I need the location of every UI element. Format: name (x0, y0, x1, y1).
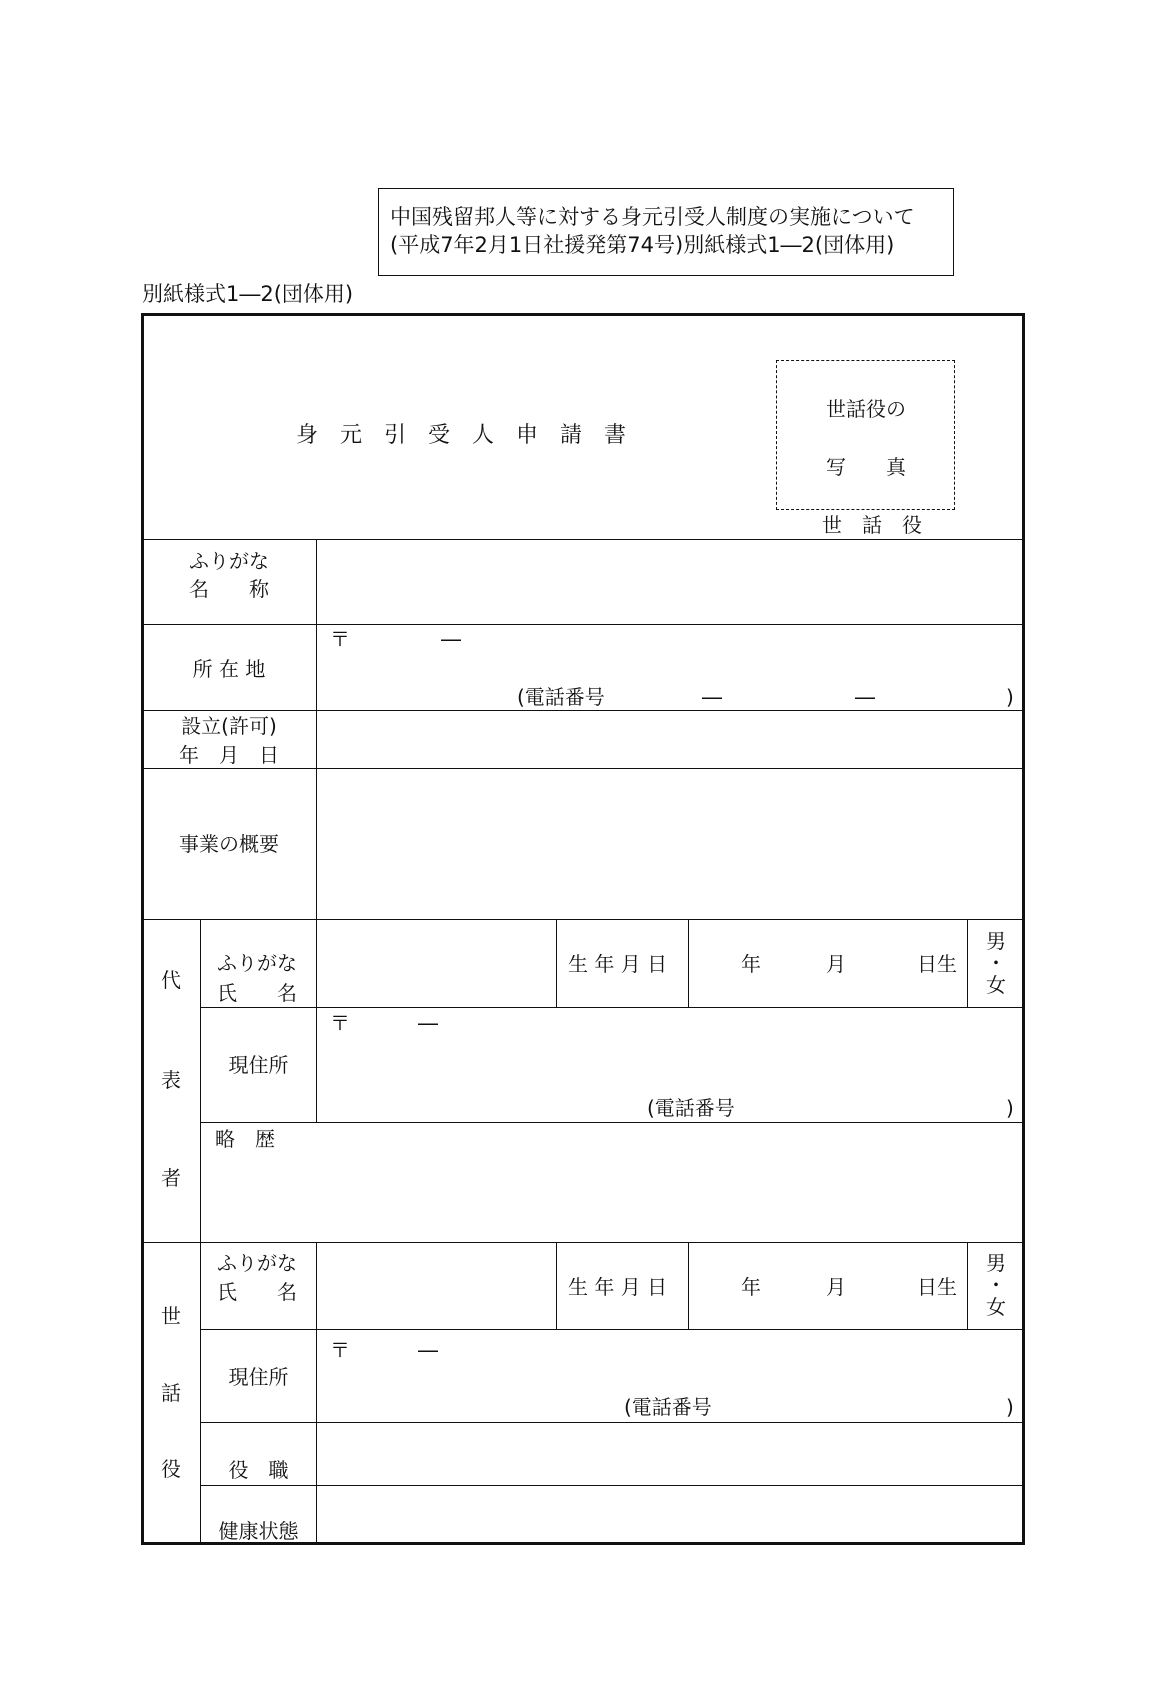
org-phone-dash-2: ― (855, 685, 875, 709)
care-postal-mark: 〒 (330, 1338, 350, 1362)
org-phone-open: (電話番号 (517, 685, 605, 709)
photo-box[interactable] (776, 360, 955, 510)
care-address-label: 現住所 (228, 1365, 289, 1389)
org-address-label: 所 在 地 (192, 657, 266, 681)
org-furigana-label: ふりがな (189, 549, 269, 573)
rep-postal-mark: 〒 (330, 1011, 350, 1035)
org-postal-mark: 〒 (330, 627, 350, 651)
rep-birth-day: 日生 (917, 952, 957, 976)
care-name-field[interactable] (317, 1243, 556, 1329)
rep-postal-dash: ― (418, 1011, 438, 1035)
rep-phone-close: ) (1006, 1096, 1014, 1120)
rep-sex-male[interactable]: 男 (986, 929, 1006, 953)
care-health-field[interactable] (317, 1486, 1024, 1542)
care-phone-close: ) (1006, 1395, 1014, 1419)
rep-name-field[interactable] (317, 920, 556, 1007)
org-established-field[interactable] (317, 711, 1024, 768)
page-title: 身 元 引 受 人 申 請 書 (296, 423, 627, 448)
care-sex-dot: ・ (986, 1273, 1006, 1297)
rep-furigana-label: ふりがな (217, 951, 297, 975)
rep-phone-open: (電話番号 (647, 1096, 735, 1120)
org-address-field[interactable] (317, 625, 1024, 710)
org-business-field[interactable] (317, 769, 1024, 919)
org-phone-dash-1: ― (702, 685, 722, 709)
care-sex-male[interactable]: 男 (986, 1251, 1006, 1275)
org-phone-close: ) (1006, 685, 1014, 709)
org-postal-dash: ― (441, 627, 461, 651)
care-birth-day: 日生 (917, 1275, 957, 1299)
care-phone-open: (電話番号 (624, 1395, 712, 1419)
photo-caption: 世 話 役 (822, 513, 922, 537)
rep-group-char-3: 者 (161, 1166, 181, 1190)
org-established-label-2: 年 月 日 (179, 743, 279, 767)
rep-name-label: 氏 名 (217, 981, 297, 1005)
care-health-label: 健康状態 (218, 1519, 299, 1543)
care-group-char-1: 世 (161, 1304, 181, 1328)
form-label: 別紙様式1―2(団体用) (142, 282, 354, 306)
rep-birth-label: 生 年 月 日 (568, 952, 668, 976)
rep-birth-year: 年 (741, 952, 761, 976)
care-birth-label: 生 年 月 日 (568, 1275, 668, 1299)
care-position-field[interactable] (317, 1423, 1024, 1485)
org-name-label: 名 称 (189, 577, 269, 601)
care-group-char-3: 役 (161, 1457, 181, 1481)
rep-sex-female[interactable]: 女 (986, 973, 1006, 997)
care-postal-dash: ― (418, 1338, 438, 1362)
org-name-field[interactable] (317, 540, 1024, 624)
care-position-label: 役 職 (228, 1458, 289, 1482)
org-established-label-1: 設立(許可) (181, 714, 277, 738)
rep-birthdate-field[interactable] (689, 920, 967, 1007)
rep-sex-dot: ・ (986, 951, 1006, 975)
care-birth-month: 月 (826, 1275, 846, 1299)
care-birthdate-field[interactable] (689, 1243, 967, 1329)
care-group-char-2: 話 (161, 1381, 181, 1405)
reference-box (378, 188, 954, 276)
photo-label-1: 世話役の (826, 397, 906, 421)
photo-label-2: 写 真 (826, 455, 906, 479)
reference-line-1: 中国残留邦人等に対する身元引受人制度の実施について (390, 205, 915, 229)
care-furigana-label: ふりがな (217, 1251, 297, 1275)
rep-birth-month: 月 (826, 952, 846, 976)
org-business-label: 事業の概要 (179, 832, 279, 856)
rep-history-field[interactable] (201, 1123, 1024, 1242)
care-name-label: 氏 名 (217, 1280, 297, 1304)
rep-history-label: 略 歴 (215, 1127, 275, 1151)
reference-line-2: (平成7年2月1日社援発第74号)別紙様式1―2(団体用) (390, 233, 895, 257)
rep-group-char-2: 表 (161, 1068, 181, 1092)
rep-group-char-1: 代 (161, 968, 181, 992)
rep-address-label: 現住所 (228, 1053, 289, 1077)
care-sex-female[interactable]: 女 (986, 1295, 1006, 1319)
care-birth-year: 年 (741, 1275, 761, 1299)
